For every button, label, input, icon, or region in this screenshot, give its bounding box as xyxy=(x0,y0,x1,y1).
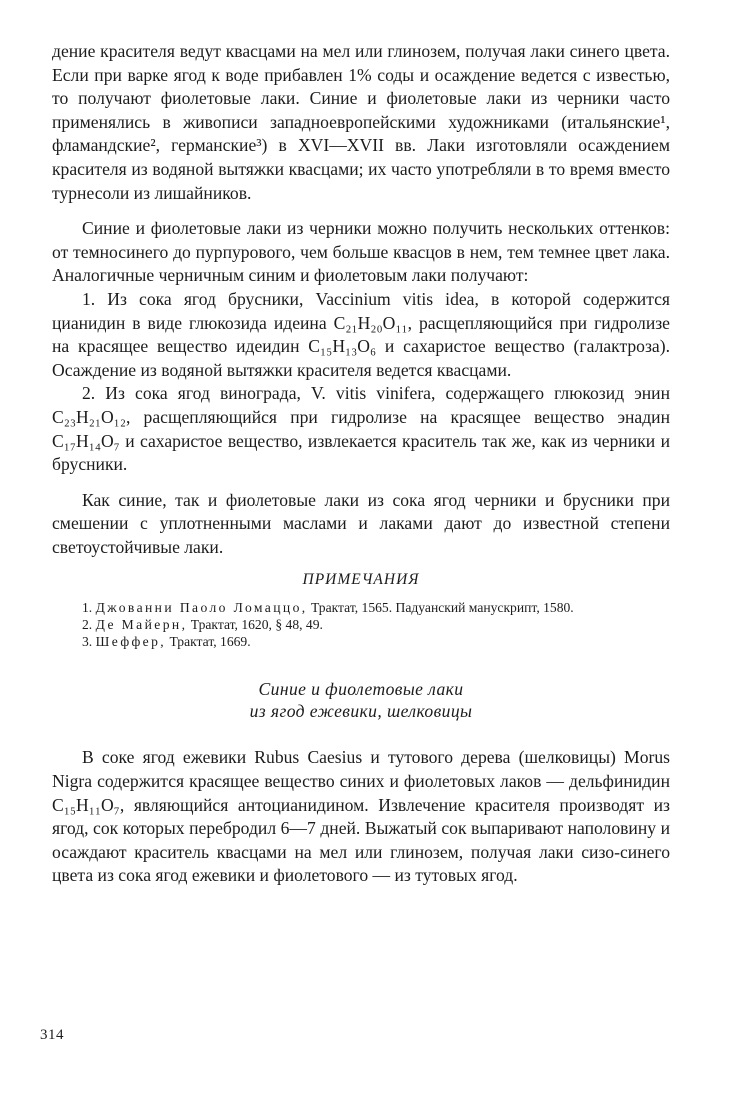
note-1-author: Джованни Паоло Ломаццо, xyxy=(95,600,308,616)
note-2-author: Де Майерн, xyxy=(95,617,188,633)
note-1-number: 1. xyxy=(82,600,93,616)
note-2 xyxy=(52,616,670,633)
note-2-number: 2. xyxy=(82,617,93,633)
section-heading-line-2: из ягод ежевики, шелковицы xyxy=(249,701,473,722)
note-1-text: Трактат, 1565. Падуанский манускрипт, 1580. xyxy=(311,600,574,616)
note-2-text: Трактат, 1620, § 48, 49. xyxy=(190,617,323,633)
paragraph-item-2: 2. Из сока ягод винограда, V. vitis vinifera, содержащего глюкозид энин C₂₃H₂₁O₁₂, расщепляющийся при гидролизе на красящее вещество энадин C₁₇H₁₄O₇ и сахаристое вещество, извлекается краситель так же, как из черники и брусники. xyxy=(52,383,670,475)
page-content xyxy=(52,40,670,888)
paragraph-blackberry: В соке ягод ежевики Rubus Caesius и тутового дерева (шелковицы) Morus Nigra содержится красящее вещество синих и фиолетовых лаков — дельфинидин C₁₅H₁₁O₇, являющийся антоцианидином. Извлечение красителя производят из ягод, сок которых перебродил 6—7 дней. Выжатый сок выпаривают наполовину и осаждают краситель квасцами на мел или глинозем, получая лаки сизо-синего цвета из сока ягод ежевики и фиолетового — из тутовых ягод. xyxy=(52,747,670,886)
notes-heading: ПРИМЕЧАНИЯ xyxy=(302,571,420,589)
note-3 xyxy=(52,633,670,650)
paragraph-item-1: 1. Из сока ягод брусники, Vaccinium vitis idea, в которой содержится цианидин в виде глюкозида идеина C₂₁H₂₀O₁₁, расщепляющийся при гидролизе на красящее вещество идеидин C₁₅H₁₃O₆ и сахаристое вещество (галактроза). Осаждение из водяной вытяжки красителя ведется квасцами. xyxy=(52,288,670,380)
note-3-author: Шеффер, xyxy=(95,634,167,650)
note-3-number: 3. xyxy=(82,634,93,650)
section-heading-line-1: Синие и фиолетовые лаки xyxy=(258,679,464,700)
paragraph-conclusion: Как синие, так и фиолетовые лаки из сока ягод черники и брусники при смешении с уплотненными маслами и лаками дают до известной степени светоустойчивые лаки. xyxy=(52,489,670,557)
note-3-text: Трактат, 1669. xyxy=(169,634,251,650)
paragraph-continued: дение красителя ведут квасцами на мел или глинозем, получая лаки синего цвета. Если при варке ягод к воде прибавлен 1% соды и осаждение ведется с известью, то получают фиолетовые лаки. Синие и фиолетовые лаки из черники часто применялись в живописи западноевропейскими художниками (итальянские¹, фламандские², германские³) в XVI—XVII вв. Лаки изготовляли осаждением красителя из водяной вытяжки квасцами; их часто употребляли в то время вместо турнесоли из лишайников. xyxy=(52,41,670,203)
paragraph-shades: Синие и фиолетовые лаки из черники можно получить нескольких оттенков: от темносинего до пурпурового, чем больше квасцов в нем, тем темнее цвет лака. Аналогичные черничным синим и фиолетовым лаки получают: xyxy=(52,218,670,286)
page-number: 314 xyxy=(40,1027,64,1043)
section-heading xyxy=(52,678,670,722)
note-1 xyxy=(52,599,670,616)
